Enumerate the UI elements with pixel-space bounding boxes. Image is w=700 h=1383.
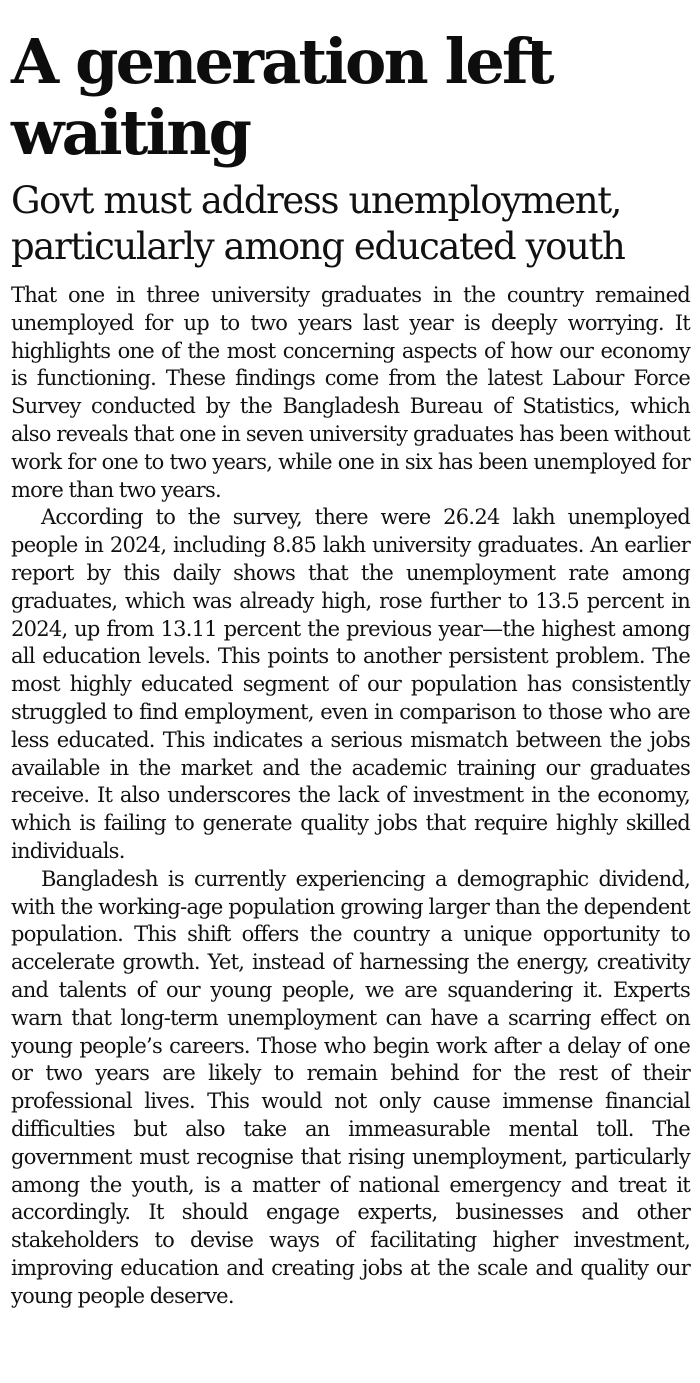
body-paragraph-1: That one in three university graduates in the country remained unemployed for up to two years last year is deeply worrying. It highlights one of the most concerning aspects of how our economy is functioning. These findings come from the latest Labour Force Survey conducted by the Bangladesh Bureau of Statistics, which also reveals that one in seven university graduates has been without work for one to two years, while one in six has been unemployed for more than two years. (11, 283, 690, 502)
body-paragraph-2: According to the survey, there were 26.24 lakh unemployed people in 2024, including 8.85 lakh university graduates. An earlier report by this daily shows that the unemployment rate among graduates, which was already high, rose further to 13.5 percent in 2024, up from 13.11 percent the previous year—the highest among all education levels. This points to another persistent problem. The most highly educated segment of our population has consistently struggled to find employment, even in comparison to those who are less educated. This indicates a serious mismatch between the jobs available in the market and the academic training our graduates receive. It also underscores the lack of investment in the economy, which is failing to generate quality jobs that require highly skilled individuals. (11, 505, 690, 863)
headline: A generation left waiting (11, 25, 552, 169)
standfirst: Govt must address unemployment, particularly among educated youth (11, 179, 625, 268)
article-body (11, 282, 690, 1310)
body-paragraph-3: Bangladesh is currently experiencing a demographic dividend, with the working-age population growing larger than the dependent population. This shift offers the country a unique opportunity to accelerate growth. Yet, instead of harnessing the energy, creativity and talents of our young people, we are squandering it. Experts warn that long-term unemployment can have a scarring effect on young people’s careers. Those who begin work after a delay of one or two years are likely to remain behind for the rest of their professional lives. This would not only cause immense financial difficulties but also take an immeasurable mental toll. The government must recognise that rising unemployment, particularly among the youth, is a matter of national emergency and treat it accordingly. It should engage experts, businesses and other stakeholders to devise ways of facilitating higher investment, improving education and creating jobs at the scale and quality our young people deserve. (11, 866, 690, 1308)
